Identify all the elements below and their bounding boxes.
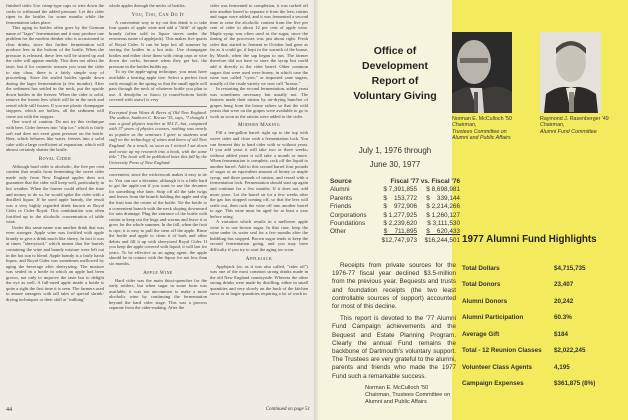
highlight-label: Average Gift — [462, 330, 500, 338]
caption-title: Alumni Fund Committee — [540, 128, 597, 135]
caption-name: Norman E. McCulloch '50 — [452, 116, 512, 122]
highlight-value: 4,195 — [554, 363, 570, 371]
paragraph: Fill a ten-gallon barrel right up to the top with sweet cider and close with a fermentation lock. You can ferment this to hard cider with or without yeast. If you add yeast it will take two or three weeks; without added yeast it will take a month or more. When fermentation is complete, rack off the liquid to another barrel. Add to this second barrel four pounds of sugar or an equivalent amount of honey or maple syrup, and three pounds of raisins, and reseal with a fermentation lock. Fermentation should start up again and continue for a few months. If it does not, add more yeast. Let the barrel sit for a few weeks after the gas has stopped coming off, so that the lees will settle out, then rack the wine off into another barrel to age. This wine must be aged for at least a year before using. — [210, 130, 308, 219]
highlight-value: $4,715,735 — [554, 264, 586, 272]
section-heading: Applejack — [245, 256, 273, 262]
cell-source: Alumni — [330, 186, 350, 194]
excerpt-box — [109, 106, 207, 169]
cell-source: Friends — [330, 203, 352, 211]
highlights-title: 1977 Alumni Fund Highlights — [462, 234, 597, 245]
cell-fy77: $ 2,239,620 — [383, 220, 418, 228]
cell-source: Other — [330, 228, 346, 236]
highlight-label: Total Donors — [462, 281, 501, 289]
table-row — [330, 212, 460, 220]
right-page — [318, 0, 628, 420]
article-column-2 — [109, 3, 207, 401]
highlight-value: $361,875 (8%) — [554, 380, 596, 388]
report-body-flow — [332, 262, 456, 406]
highlight-label: Total - 12 Reunion Classes — [462, 347, 542, 355]
paragraph: To try the apple-aging technique, you must have available a bearing apple tree. Select a perfect fruit early enough in the spring so that the small apple will pass through the neck of whatever bottle you plan to use. A demijohn or fiasco (a round-bottom bottle covered with straw) is very — [109, 69, 207, 103]
cell-fy77: $ 153,772 — [383, 194, 418, 202]
cell-fy77: $ 972,906 — [383, 203, 418, 211]
photo-caption — [452, 116, 534, 142]
table-row — [330, 220, 460, 228]
portrait-photo-rasenberger — [540, 32, 601, 113]
cell-fy76: $ 1,260,127 — [426, 211, 460, 219]
cell-fy77: $ 1,277,925 — [383, 211, 418, 219]
table-row — [330, 186, 460, 194]
title-line: Development — [362, 60, 428, 72]
paragraph: Receipts from private sources for the 1976-77 fiscal year declined $3.5-million from the previous year. Bequests and trusts and foundation receipts (the two least controllable sources of support) accounted for most of this decline. — [332, 262, 456, 311]
cell-source: Foundations — [330, 220, 366, 228]
highlight-row — [462, 359, 622, 376]
highlight-value: 60.3% — [554, 314, 572, 322]
highlight-row — [462, 277, 622, 294]
paragraph: This report is devoted to the '77 Alumni Fund Campaign achievements and the Bequest and Estate Planning Program. Clearly the annual Fund remains the backbone of Dartmouth's voluntary support. The Trustees are very grateful to the alumni, parents and friends who made the 1977 Fund such a remarkable success. — [332, 315, 456, 380]
page-number: 44 — [6, 407, 12, 413]
highlights-list — [462, 260, 622, 392]
paragraph: Applejack (or, as it was also called, "cider oil") was one of the most common strong drinks made in the old New England countryside. Whereas the other strong drinks were made by distilling, either in small quantities and very slowly on the back of the kitchen stove or in larger quantities requiring a lot of work in — [210, 263, 308, 297]
portrait-image — [452, 32, 512, 113]
date-line: July 1, 1976 through — [358, 146, 432, 155]
highlight-row — [462, 293, 622, 310]
paragraph: A variation which results in a mellower apple wine is to use brown sugar. In that case, keep the wine under its water seal for a few months after the bubbling has stopped. Brown sugar tends to keep the second fermentation going, and you may have difficulty if you try to start the aging too soon. — [210, 219, 308, 252]
highlight-label: Alumni Participation — [462, 314, 524, 322]
paragraph: convenient, since the wickerwork makes it easy to tie to. You can use a decanter, although it is a little hard to get the apple out if you want to use the decanter for something else later. Strip off all the side twigs and leaves from the branch holding the apple and slip the fruit into the center of the bottle. Tie the bottle to a convenient branch with the neck sloping downward for rain drainage. Plug the entrance of the bottle with cotton to keep out the bugs and worms and leave it to grow for the whole summer. In the fall, when the fruit is ripe, it is easy to pull the stem off the apple. Rinse the bottle and apple to clean it of bark and other debris and fill it up with sherryized Royal Cider. If you keep the apple covered with liquid, it will last for years. To be effective as an aging agent, the apple should be in contact with the liquor for not less than six months. — [109, 172, 207, 266]
title-line: Report of — [371, 75, 419, 87]
highlight-row — [462, 376, 622, 393]
paragraph: cider was fermented to completion, it was racked off into another barrel to separate it from the lees; raisins and sugar were added, and it was fermented a second time to raise the alcoholic content from the five per cent of cider to about 12 per cent of apple wine. Maple syrup was often used as the sugar, since the timing of the processes was just about right. Fresh cider that started to ferment in October had gone as far as it could go, if kept in the warmth of the house, by March, when the sap began to run. The farmer therefore did not have to store the syrup but could add it directly to the cider barrel. Other common sugars that were used were honey, in which case the wine was called "cyser," or imported cane sugars, usually of the crude variety we now call "brown." — [210, 3, 308, 86]
title-line: Voluntary Giving — [353, 90, 437, 102]
paragraph: Hard cider was the main thirst-quencher for the early settlers, but when sugar in some form was available, it was not uncommon to make a more alcoholic wine by continuing the fermentation beyond the hard cider stage. This was a process separate from the cider-making. After the — [109, 277, 207, 311]
report-title — [330, 44, 460, 104]
article-column-1 — [6, 3, 104, 401]
total-fy76: $16,244,501 — [424, 236, 460, 244]
highlight-value: $184 — [554, 330, 569, 338]
column-header: Source — [330, 178, 352, 185]
cell-fy76: $ 339,144 — [426, 194, 460, 202]
excerpt-text: Excerpted from Wines & Beers of Old New England. The author, Sanborn C. Brown '35, says, "I thought I was a good physics teacher at M.I.T., but, compared with 37 years of physics courses, nothing was nearly as popular as the seminars I gave to students and staff on the technology of wines and beers of old New England. As a result, as soon as I retired I sat down and wrote up my research into a book, with the same title." The book will be published later this fall by the University Press of New England. — [109, 109, 207, 165]
highlight-row — [462, 326, 622, 343]
highlight-label: Volunteer Class Agents — [462, 363, 532, 371]
title-line: Office of — [373, 45, 417, 57]
caption-title: Chairman, — [452, 122, 477, 129]
table-row — [330, 195, 460, 203]
giving-table — [330, 178, 460, 245]
highlight-value: 20,242 — [554, 297, 574, 305]
paragraph: Under this same name was another drink that was even stronger. Apple wine was fortified with apple brandy to give a drink much like sherry. In fact it was at times "sherryized," which means that the barrels containing the wine and brandy mixture were left out in the hot sun to blend. Apple brandy is a fairly harsh liquor, and Royal Cider was sometimes mellowed by aging the beverage after sherryizing. The mixture was sealed in a bottle in which an apple had been grown, not only to improve the taste but to delight the eye as well. A full-sized apple inside a bottle is quite a sight the first time it is seen. The farmers used to amaze strangers with tall tales of special shrink-drying techniques or their skill at "milking" — [6, 224, 104, 302]
article-column-3 — [210, 3, 308, 401]
section-heading: Modern Making — [237, 123, 280, 129]
cell-source: Parents — [330, 194, 353, 202]
cell-source: Corporations — [330, 211, 367, 219]
section-heading: Royal Cider — [38, 156, 72, 162]
paragraph: whole apples through the necks of bottles. — [109, 3, 186, 8]
date-line: June 30, 1977 — [369, 160, 421, 169]
table-row — [330, 228, 460, 236]
highlight-row — [462, 260, 622, 277]
column-header: Fiscal '77 vs. Fiscal '76 — [390, 178, 460, 185]
paragraph: One word of caution: Do not try this technique with beer. Cider freezes into "slip ice," which is fairly soft and does not exert great pressure on the bottle. Beer, which behaves like water, freezes into a solid cake with a large coefficient of expansion, which will almost certainly shatter the bottle. — [6, 119, 104, 153]
report-body — [332, 262, 456, 381]
highlight-value: $2,022,245 — [554, 347, 586, 355]
caption-title: Alumni and Public Affairs — [452, 135, 511, 142]
table-total-row — [330, 237, 460, 245]
caption-title: Trustees Committee on — [452, 128, 507, 135]
portrait-image — [540, 32, 601, 113]
cell-fy76: $ 2,214,266 — [426, 203, 460, 211]
highlight-value: 23,407 — [554, 281, 574, 289]
paragraph: finished cider. Use crimp-type caps or wire down the corks to withstand the added pressure. Let this cider ripen in the bottles for some months while the fermentation takes place. — [6, 3, 104, 25]
cell-fy77: $ 711,895 — [383, 228, 418, 236]
paragraph: This aging in bottles often goes by the German name of "lager" fermentation and it may produce one problem for the modern drinker who is accustomed to clear drinks, since this further fermentation will produce lees in the bottom of the bottle. When the pressure is released, these lees will be stirred up and the cider will appear muddy. This does not affect the taste, but if for cosmetic reasons you want the cider to stay clear, there is a fairly simple way of proceeding. Store the sealed bottles upside down during the lager fermentation (a few months). After the sediment has settled in the neck, put the upside down bottles in the freezer. When the cider is solid, remove the frozen lees which will be in the neck and reseal while still frozen. If you use plastic champagne stoppers, which are hollow, all the sediment will come out with the stopper. — [6, 25, 104, 119]
highlight-label: Campaign Expenses — [462, 380, 524, 388]
continued-note: Continued on page 51 — [265, 407, 310, 412]
paragraph: A convenient way to try out this drink is to take four quarts of apple wine and add a "fifth" of apple brandy (often sold in liquor stores under the erroneous name of applejack). This makes five quarts of Royal Cider. It can be kept hot all summer by storing the bottles in a hot attic. Use champagne bottles and either close them with crimp caps or wire down the corks, because when they get hot, the pressure in the bottles builds up. — [109, 19, 207, 69]
paragraph: In restarting the second fermentation, added yeast was sometimes necessary but usually not. The farmers made their raisins by air-drying bunches of grapes hung from the house rafters so that the wild yeasts that were on the grapes were available to go to work as soon as the raisins were added to the cider. — [210, 86, 308, 119]
portrait-photo-mcculloch — [452, 32, 512, 113]
cell-fy76: $ 620,433 — [426, 228, 460, 236]
total-fy77: $12,747,973 — [381, 236, 418, 244]
highlight-label: Total Dollars — [462, 264, 500, 272]
section-heading: You, Too, Can Do It — [131, 12, 185, 18]
highlight-row — [462, 310, 622, 327]
signature-name: Norman E. McCulloch '50 — [365, 384, 429, 391]
signature-block — [365, 385, 456, 407]
highlight-row — [462, 343, 622, 360]
paragraph: Although hard cider is alcoholic, the five per cent content that results from fermenting the sweet cider made only from New England apples does not guarantee that the cider will keep well, particularly in hot weather. When the farmer could afford the time and money to do so, he would spike the cider with a distilled liquor. If he used apple brandy, the result was a very highly regarded drink known as Royal Cider or Cider Royal. This combination was often fortified up to the alcoholic concentration of table wine. — [6, 163, 104, 225]
signature-title: Chairman, Trustees Committee on — [365, 392, 451, 399]
cell-fy76: $ 3,111,530 — [427, 220, 460, 228]
section-heading: Apple Wine — [143, 270, 173, 276]
photo-caption — [540, 116, 620, 135]
signature-title: Alumni and Public Affairs — [365, 399, 427, 406]
caption-name: Raymond J. Rasenberger '49 — [540, 116, 609, 122]
cell-fy77: $ 7,391,855 — [383, 186, 418, 194]
cell-fy76: $ 8,698,981 — [426, 186, 460, 194]
table-row — [330, 203, 460, 211]
report-dates — [330, 144, 460, 172]
table-header-row — [330, 178, 460, 186]
highlight-label: Alumni Donors — [462, 297, 508, 305]
caption-title: Chairman, — [540, 122, 565, 129]
